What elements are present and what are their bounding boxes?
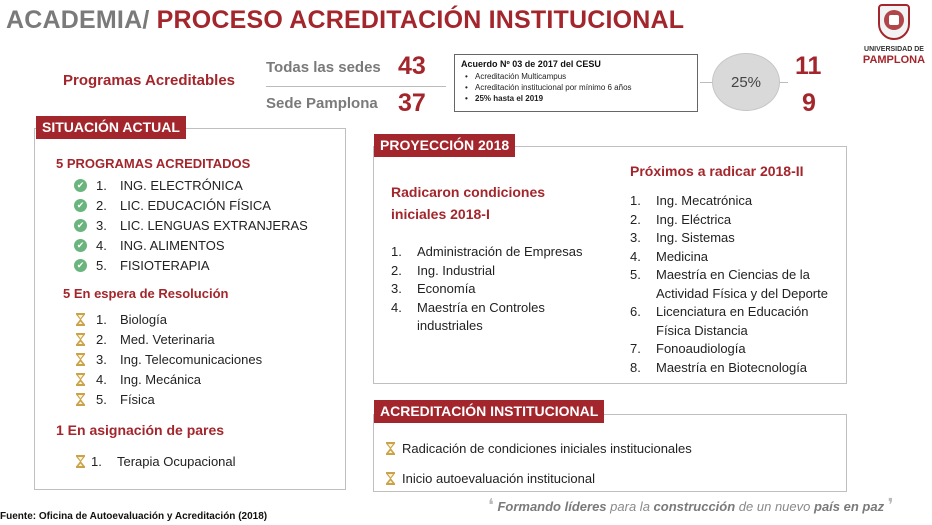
- filed-title-line: Radicaron condiciones: [391, 184, 546, 200]
- item-number: 1.: [96, 311, 107, 327]
- check-icon: ✔: [74, 239, 87, 252]
- item-label: Maestría en Controles industriales: [417, 299, 545, 333]
- filed-title: [391, 181, 545, 225]
- item-label: ING. ALIMENTOS: [120, 237, 225, 253]
- institutional-accreditation-header: ACREDITACIÓN INSTITUCIONAL: [374, 400, 604, 423]
- list-item: [384, 463, 692, 493]
- hourglass-icon: [74, 353, 87, 366]
- check-icon: ✔: [74, 259, 87, 272]
- item-number: 1.: [91, 453, 102, 469]
- item-label: Ing. Telecomunicaciones: [120, 351, 263, 367]
- list-item: [74, 195, 308, 215]
- item-number: 4.: [96, 237, 107, 253]
- hourglass-icon: [74, 393, 87, 406]
- item-number: 4.: [96, 371, 107, 387]
- item-label: Ing. Mecánica: [120, 371, 201, 387]
- item-label: Radicación de condiciones iniciales institucionales: [402, 440, 692, 456]
- list-item: [630, 266, 845, 303]
- institutional-accreditation-list: [384, 433, 692, 493]
- source-note: Fuente: Oficina de Autoevaluación y Acreditación (2018): [0, 511, 268, 522]
- projection-header: PROYECCIÓN 2018: [374, 134, 515, 157]
- item-label: Física: [120, 391, 155, 407]
- item-number: 7.: [630, 341, 641, 356]
- list-item: [74, 215, 308, 235]
- item-label: Ing. Mecatrónica: [656, 193, 753, 208]
- hourglass-icon: [74, 455, 87, 468]
- item-number: 6.: [630, 304, 641, 319]
- all-sites-label: Todas las sedes: [266, 59, 381, 76]
- check-icon: ✔: [74, 179, 87, 192]
- list-item: [391, 262, 621, 281]
- pamplona-value: 37: [398, 89, 426, 117]
- accredited-title: 5 PROGRAMAS ACREDITADOS: [56, 156, 251, 171]
- item-label: Medicina: [656, 248, 709, 264]
- slogan-part: Formando: [497, 499, 561, 514]
- list-item: [74, 451, 236, 471]
- page-title: [6, 6, 684, 35]
- item-number: 3.: [96, 217, 107, 233]
- agreement-item: • 25% hasta el 2019: [461, 93, 691, 104]
- current-status-header: SITUACIÓN ACTUAL: [36, 116, 186, 139]
- item-label: Ing. Eléctrica: [656, 211, 732, 227]
- programs-label: Programas Acreditables: [63, 72, 236, 89]
- filed-list: [391, 243, 621, 336]
- logo-name: PAMPLONA: [862, 54, 926, 66]
- peer-assignment-title: 1 En asignación de pares: [56, 422, 225, 438]
- item-label: Med. Veterinaria: [120, 331, 215, 347]
- item-label: Licenciatura en Educación Física Distancia: [656, 304, 809, 338]
- list-item: [74, 329, 262, 349]
- pamplona-label: Sede Pamplona: [266, 95, 378, 112]
- item-number: 4.: [391, 299, 402, 315]
- list-item: [74, 389, 262, 409]
- item-number: 4.: [630, 248, 641, 264]
- agreement-item: • Acreditación Multicampus: [461, 71, 691, 82]
- item-number: 8.: [630, 359, 641, 375]
- item-number: 2.: [391, 262, 402, 278]
- item-number: 2.: [96, 197, 107, 213]
- list-item: [384, 433, 692, 463]
- upcoming-list: [630, 192, 845, 377]
- list-item: [630, 229, 845, 248]
- list-item: [391, 299, 621, 336]
- hourglass-icon: [74, 313, 87, 326]
- target-pamplona-value: 9: [802, 89, 816, 117]
- agreement-list: [461, 71, 691, 104]
- item-number: 5.: [96, 391, 107, 407]
- list-item: [630, 211, 845, 230]
- list-item: [391, 243, 621, 262]
- crest-icon: [878, 4, 910, 40]
- hourglass-icon: [74, 333, 87, 346]
- item-label: Biología: [120, 311, 167, 327]
- slogan-part: país en paz: [814, 499, 885, 514]
- quote-icon: ❜: [887, 495, 894, 515]
- list-item: [630, 359, 845, 378]
- item-number: 2.: [96, 331, 107, 347]
- check-icon: ✔: [74, 199, 87, 212]
- waiting-list: [74, 309, 262, 409]
- item-label: Economía: [417, 281, 476, 296]
- percent-circle: 25%: [712, 53, 780, 111]
- filed-title-line: iniciales 2018-I: [391, 206, 490, 222]
- item-label: Administración de Empresas: [417, 244, 583, 259]
- slogan: [488, 495, 894, 516]
- upcoming-title: Próximos a radicar 2018-II: [630, 163, 804, 179]
- agreement-title: Acuerdo Nº 03 de 2017 del CESU: [461, 59, 601, 69]
- quote-icon: ❛: [488, 495, 494, 515]
- accredited-list: [74, 175, 308, 275]
- list-item: [74, 255, 308, 275]
- title-section: ACADEMIA/: [6, 6, 150, 34]
- list-item: [630, 192, 845, 211]
- slogan-part: de un nuevo: [738, 499, 811, 514]
- hourglass-icon: [384, 472, 397, 485]
- item-number: 5.: [96, 257, 107, 273]
- slogan-part: líderes: [564, 499, 607, 514]
- target-all-value: 11: [795, 52, 822, 80]
- divider: [266, 86, 446, 87]
- item-number: 2.: [630, 211, 641, 227]
- list-item: [74, 369, 262, 389]
- item-label: LIC. LENGUAS EXTRANJERAS: [120, 217, 308, 233]
- list-item: [630, 303, 845, 340]
- list-item: [74, 349, 262, 369]
- slogan-part: para la: [610, 499, 650, 514]
- list-item: [391, 280, 621, 299]
- item-label: Ing. Sistemas: [656, 230, 735, 245]
- slogan-part: construcción: [653, 499, 736, 514]
- list-item: [74, 309, 262, 329]
- item-label: Inicio autoevaluación institucional: [402, 470, 595, 486]
- all-sites-value: 43: [398, 52, 426, 80]
- item-number: 1.: [630, 193, 641, 208]
- agreement-box: [454, 54, 698, 112]
- university-logo: [858, 4, 930, 76]
- list-item: [630, 340, 845, 359]
- item-label: Terapia Ocupacional: [117, 453, 236, 469]
- list-item: [630, 248, 845, 267]
- logo-university: UNIVERSIDAD DE: [864, 46, 924, 53]
- item-number: 3.: [96, 351, 107, 367]
- item-number: 3.: [391, 281, 402, 296]
- item-number: 3.: [630, 230, 641, 245]
- item-label: ING. ELECTRÓNICA: [120, 177, 243, 193]
- list-item: [74, 235, 308, 255]
- check-icon: ✔: [74, 219, 87, 232]
- item-label: Maestría en Ciencias de la Actividad Física y del Deporte: [656, 267, 828, 301]
- list-item: [74, 175, 308, 195]
- item-label: Fonoaudiología: [656, 341, 746, 356]
- item-label: LIC. EDUCACIÓN FÍSICA: [120, 197, 271, 213]
- item-label: FISIOTERAPIA: [120, 257, 210, 273]
- waiting-title: 5 En espera de Resolución: [63, 286, 229, 301]
- item-label: Ing. Industrial: [417, 262, 496, 278]
- item-label: Maestría en Biotecnología: [656, 359, 808, 375]
- title-topic: PROCESO ACREDITACIÓN INSTITUCIONAL: [156, 6, 685, 34]
- hourglass-icon: [74, 373, 87, 386]
- agreement-item: • Acreditación institucional por mínimo 6 años: [461, 82, 691, 93]
- item-number: 1.: [96, 177, 107, 193]
- peer-assignment-list: [74, 451, 236, 471]
- item-number: 5.: [630, 267, 641, 282]
- hourglass-icon: [384, 442, 397, 455]
- item-number: 1.: [391, 244, 402, 259]
